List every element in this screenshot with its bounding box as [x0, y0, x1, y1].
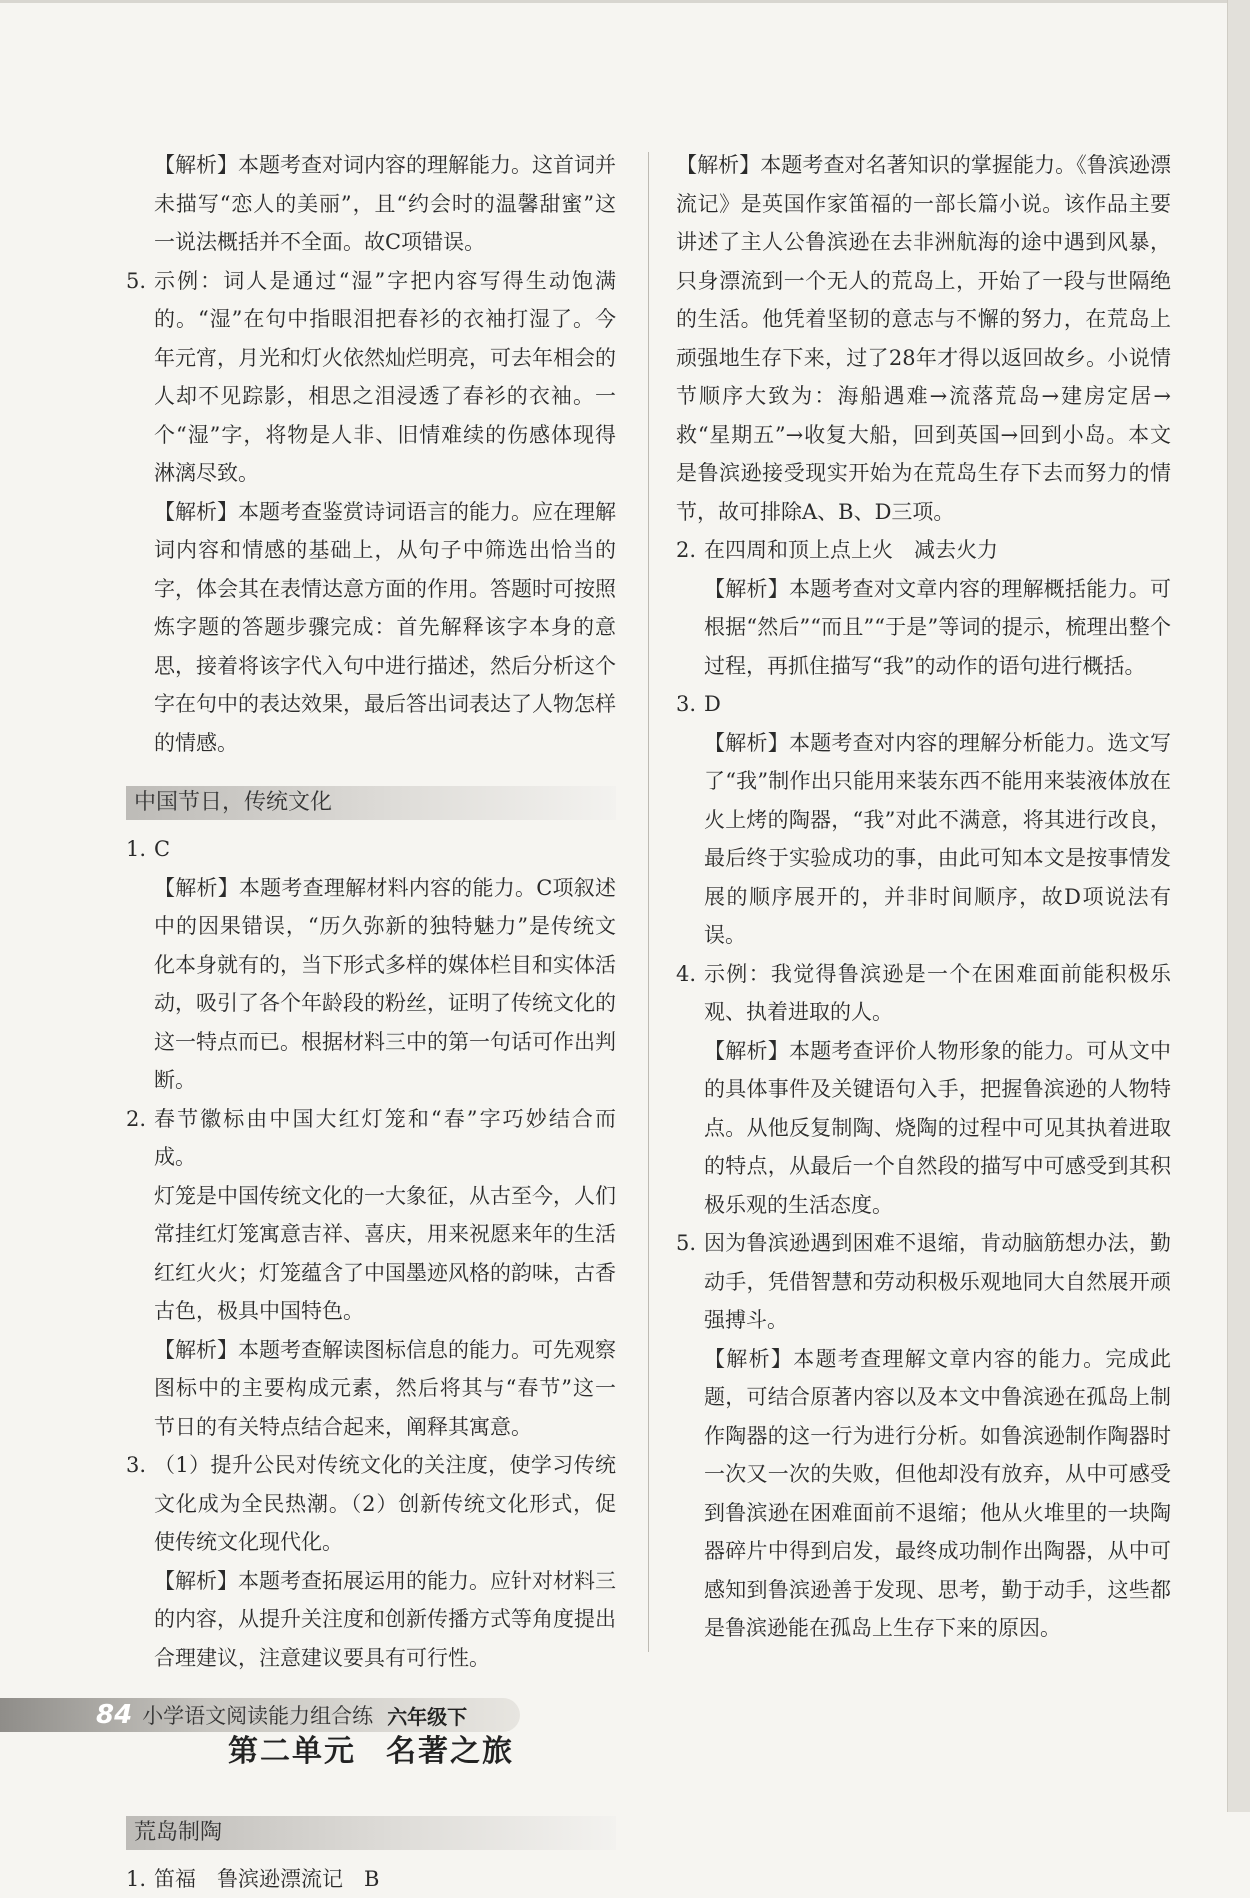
answer-text: 示例：词人是通过“湿”字把内容写得生动饱满的。“湿”在句中指眼泪把春衫的衣袖打湿了。今年元宵，月光和灯火依然灿烂明亮，可去年相会的人却不见踪影，相思之泪浸透了春衫的衣袖。一个“湿”字，将物是人非、旧情难续的伤感体现得淋漓尽致。 [154, 262, 616, 493]
column-divider [648, 152, 649, 1652]
unit-title [126, 1733, 616, 1772]
analysis-paragraph: 【解析】本题考查解读图标信息的能力。可先观察图标中的主要构成元素，然后将其与“春节”这一节日的有关特点结合起来，阐释其寓意。 [126, 1331, 616, 1447]
analysis-paragraph: 【解析】本题考查评价人物形象的能力。可从文中的具体事件及关键语句入手，把握鲁滨逊的人物特点。从他反复制陶、烧陶的过程中可见其执着进取的特点，从最后一个自然段的描写中可感受到其积极乐观的生活态度。 [676, 1032, 1171, 1225]
book-title: 小学语文阅读能力组合练 [142, 1700, 373, 1730]
footer-bar [0, 1698, 520, 1732]
unit-title-number: 第二单元 [228, 1734, 356, 1769]
item-number: 2. [676, 531, 704, 570]
item-number: 5. [676, 1224, 704, 1340]
item-number: 1. [126, 830, 154, 869]
analysis-paragraph: 【解析】本题考查对内容的理解分析能力。选文写了“我”制作出只能用来装东西不能用来装液体放在火上烤的陶器，“我”对此不满意，将其进行改良，最后终于实验成功的事，由此可知本文是按事情发展的顺序展开的，并非时间顺序，故D项说法有误。 [676, 724, 1171, 955]
page-footer [0, 1694, 520, 1736]
answer-item [676, 955, 1171, 1032]
answer-text: 在四周和顶上点上火 减去火力 [704, 531, 1171, 570]
answer-item [126, 1860, 616, 1898]
answer-item [126, 1446, 616, 1562]
analysis-paragraph: 【解析】本题考查理解材料内容的能力。C项叙述中的因果错误，“历久弥新的独特魅力”是传统文化本身就有的，当下形式多样的媒体栏目和实体活动，吸引了各个年龄段的粉丝，证明了传统文化的这一特点而已。根据材料三中的第一句话可作出判断。 [126, 869, 616, 1100]
section-header: 中国节日，传统文化 [126, 786, 616, 820]
answer-item [126, 262, 616, 493]
page-edge [1227, 0, 1250, 1812]
analysis-paragraph: 【解析】本题考查对名著知识的掌握能力。《鲁滨逊漂流记》是英国作家笛福的一部长篇小说。该作品主要讲述了主人公鲁滨逊在去非洲航海的途中遇到风暴，只身漂流到一个无人的荒岛上，开始了一段与世隔绝的生活。他凭着坚韧的意志与不懈的努力，在荒岛上顽强地生存下来，过了28年才得以返回故乡。小说情节顺序大致为：海船遇难→流落荒岛→建房定居→救“星期五”→收复大船，回到英国→回到小岛。本文是鲁滨逊接受现实开始为在荒岛生存下去而努力的情节，故可排除A、B、D三项。 [676, 146, 1171, 531]
item-number: 3. [676, 685, 704, 724]
item-number: 2. [126, 1100, 154, 1177]
answer-item [126, 1100, 616, 1177]
answer-text: 因为鲁滨逊遇到困难不退缩，肯动脑筋想办法，勤动手，凭借智慧和劳动积极乐观地同大自然展开顽强搏斗。 [704, 1224, 1171, 1340]
unit-title-name: 名著之旅 [386, 1734, 514, 1769]
top-rule [0, 0, 1250, 3]
analysis-paragraph: 【解析】本题考查对文章内容的理解概括能力。可根据“然后”“而且”“于是”等词的提示，梳理出整个过程，再抓住描写“我”的动作的语句进行概括。 [676, 570, 1171, 686]
page-number: 84 [96, 1700, 132, 1730]
answer-text: D [704, 685, 1171, 724]
item-number: 4. [676, 955, 704, 1032]
answer-item [676, 1224, 1171, 1340]
left-column [126, 146, 616, 1898]
item-number: 5. [126, 262, 154, 493]
item-number: 1. [126, 1860, 154, 1898]
answer-item [676, 531, 1171, 570]
answer-text: 春节徽标由中国大红灯笼和“春”字巧妙结合而成。 [154, 1100, 616, 1177]
answer-text: 示例：我觉得鲁滨逊是一个在困难面前能积极乐观、执着进取的人。 [704, 955, 1171, 1032]
answer-continuation: 灯笼是中国传统文化的一大象征，从古至今，人们常挂红灯笼寓意吉祥、喜庆，用来祝愿来年的生活红红火火；灯笼蕴含了中国墨迹风格的韵味，古香古色，极具中国特色。 [126, 1177, 616, 1331]
analysis-paragraph: 【解析】本题考查理解文章内容的能力。完成此题，可结合原著内容以及本文中鲁滨逊在孤岛上制作陶器的这一行为进行分析。如鲁滨逊制作陶器时一次又一次的失败，但他却没有放弃，从中可感受到鲁滨逊在困难面前不退缩；他从火堆里的一块陶器碎片中得到启发，最终成功制作出陶器，从中可感知到鲁滨逊善于发现、思考，勤于动手，这些都是鲁滨逊能在孤岛上生存下来的原因。 [676, 1340, 1171, 1648]
right-column [676, 146, 1171, 1648]
answer-item [126, 830, 616, 869]
answer-text: C [154, 830, 616, 869]
answer-text: 笛福 鲁滨逊漂流记 B [154, 1860, 616, 1898]
section-header: 荒岛制陶 [126, 1816, 616, 1850]
answer-text: （1）提升公民对传统文化的关注度，使学习传统文化成为全民热潮。（2）创新传统文化形式，促使传统文化现代化。 [154, 1446, 616, 1562]
item-number: 3. [126, 1446, 154, 1562]
grade-label: 六年级下 [387, 1701, 467, 1730]
analysis-paragraph: 【解析】本题考查鉴赏诗词语言的能力。应在理解词内容和情感的基础上，从句子中筛选出恰当的字，体会其在表情达意方面的作用。答题时可按照炼字题的答题步骤完成：首先解释该字本身的意思，接着将该字代入句中进行描述，然后分析这个字在句中的表达效果，最后答出词表达了人物怎样的情感。 [126, 493, 616, 763]
analysis-paragraph: 【解析】本题考查对词内容的理解能力。这首词并未描写“恋人的美丽”，且“约会时的温馨甜蜜”这一说法概括并不全面。故C项错误。 [126, 146, 616, 262]
analysis-paragraph: 【解析】本题考查拓展运用的能力。应针对材料三的内容，从提升关注度和创新传播方式等角度提出合理建议，注意建议要具有可行性。 [126, 1562, 616, 1678]
answer-item [676, 685, 1171, 724]
